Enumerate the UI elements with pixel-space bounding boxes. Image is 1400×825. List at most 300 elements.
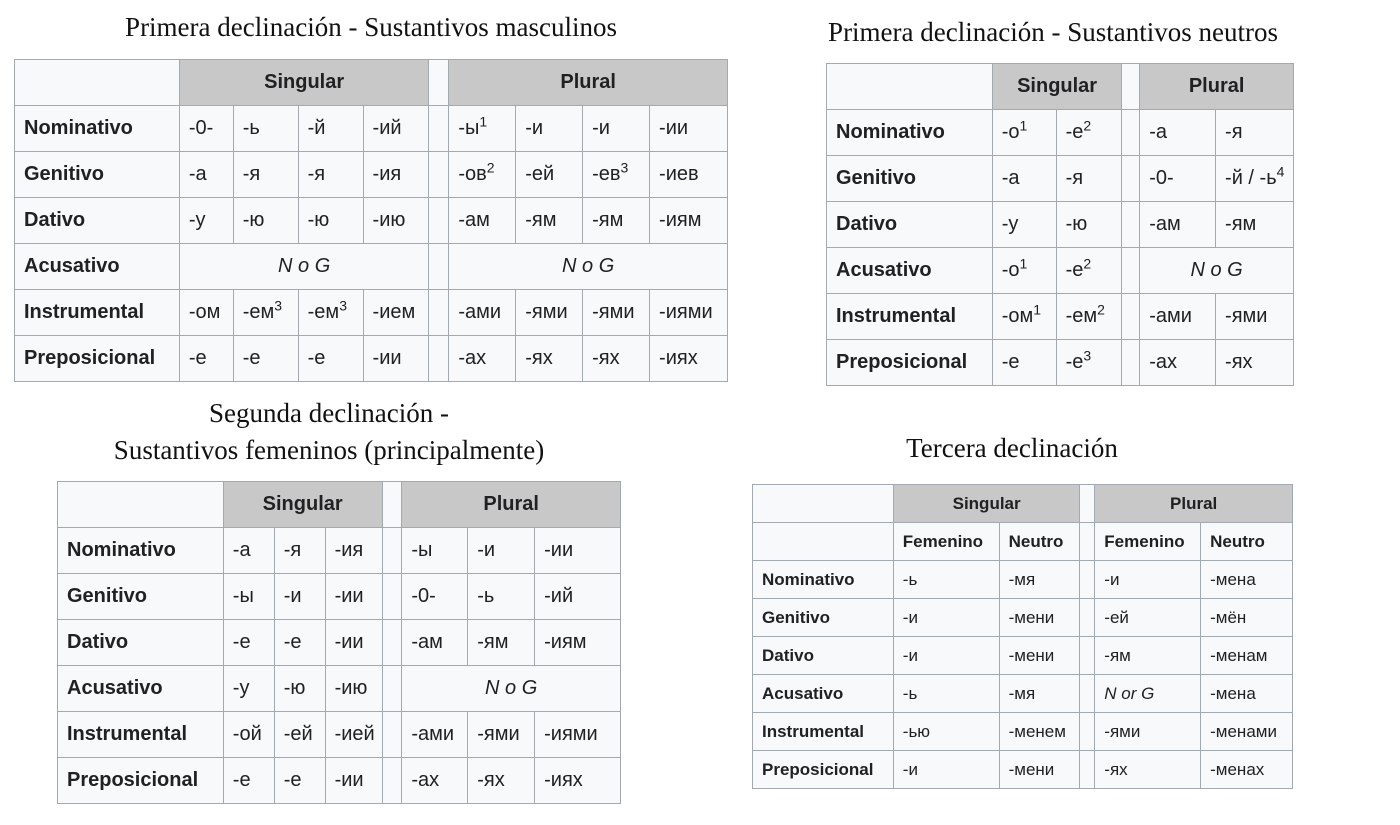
ending-cell <box>179 336 233 382</box>
case-label: Instrumental <box>58 712 224 758</box>
ending-text: -ах <box>411 769 440 791</box>
ending-text: -ях <box>477 769 505 791</box>
ending-cell <box>1216 156 1294 202</box>
column-separator <box>382 482 402 528</box>
ending-text: -й <box>307 117 326 139</box>
ending-text: -е <box>242 347 261 369</box>
ending-text: -о <box>1001 121 1020 143</box>
ending-text: -о <box>1001 259 1020 281</box>
ending-cell <box>583 106 650 152</box>
column-separator <box>429 60 449 106</box>
ending-cell <box>1140 202 1216 248</box>
footnote-marker: 2 <box>1083 255 1092 272</box>
case-label: Preposicional <box>827 340 993 386</box>
ending-cell <box>1201 637 1293 675</box>
ending-cell <box>274 712 325 758</box>
ending-text: -ы <box>411 539 433 561</box>
ending-text: -ия <box>372 163 402 185</box>
header-singular: Singular <box>893 485 1080 523</box>
ending-cell <box>363 290 429 336</box>
column-separator <box>382 758 402 804</box>
ending-cell <box>298 106 363 152</box>
column-separator <box>429 106 449 152</box>
ending-cell <box>650 290 728 336</box>
column-separator <box>1080 561 1095 599</box>
table-row <box>58 758 621 804</box>
ending-text: -менами <box>1210 721 1277 741</box>
ending-text: -ах <box>458 347 487 369</box>
table-title-segunda-line1: Segunda declinación - <box>209 398 449 428</box>
ending-cell <box>274 574 325 620</box>
ending-cell <box>468 528 535 574</box>
ending-cell <box>1056 156 1122 202</box>
ending-cell <box>325 666 382 712</box>
ending-cell <box>1216 202 1294 248</box>
ending-text: -ю <box>307 209 330 231</box>
ending-cell <box>999 751 1080 789</box>
ending-cell <box>1140 110 1216 156</box>
ending-text: -я <box>242 163 261 185</box>
case-label: Dativo <box>58 620 224 666</box>
ending-text: -менам <box>1210 645 1268 665</box>
column-separator <box>1080 637 1095 675</box>
ending-text: -мя <box>1008 569 1036 589</box>
header-singular: Singular <box>992 64 1122 110</box>
ending-text: -0- <box>411 585 436 607</box>
ending-text: -ь <box>902 683 918 703</box>
ending-text: -0- <box>1149 167 1174 189</box>
ending-cell <box>1095 599 1201 637</box>
ending-text: -ях <box>592 347 620 369</box>
ending-cell <box>1056 248 1122 294</box>
table-row <box>15 106 728 152</box>
ending-text: -и <box>902 645 918 665</box>
ending-text: -ям <box>525 209 557 231</box>
declension-table-segunda <box>57 481 621 804</box>
case-label: Preposicional <box>753 751 894 789</box>
ending-text: -ии <box>372 347 402 369</box>
ending-cell <box>449 106 516 152</box>
ending-cell <box>992 294 1056 340</box>
ending-text: -менем <box>1008 721 1066 741</box>
case-label: Nominativo <box>753 561 894 599</box>
ending-cell <box>893 675 999 713</box>
ending-cell <box>1095 637 1201 675</box>
table-row <box>15 152 728 198</box>
column-separator <box>429 336 449 382</box>
table-title-segunda-line2: Sustantivos femeninos (principalmente) <box>113 435 545 465</box>
subheader-neutro-plural: Neutro <box>1201 523 1293 561</box>
case-label: Genitivo <box>827 156 993 202</box>
ending-span-singular: N o G <box>179 244 429 290</box>
ending-text: -ях <box>1104 759 1128 779</box>
ending-text: -ям <box>477 631 509 653</box>
ending-cell <box>179 290 233 336</box>
header-plural: Plural <box>449 60 728 106</box>
ending-text: -мена <box>1210 683 1256 703</box>
ending-text: -иям <box>659 209 702 231</box>
column-separator <box>1122 294 1140 340</box>
table-row <box>58 528 621 574</box>
ending-text: -ев <box>592 163 621 185</box>
ending-cell <box>363 336 429 382</box>
ending-cell <box>274 620 325 666</box>
ending-span-plural: N o G <box>449 244 728 290</box>
column-separator <box>1080 675 1095 713</box>
ending-cell <box>1140 294 1216 340</box>
ending-text: -и <box>902 759 918 779</box>
ending-text: -ии <box>334 631 364 653</box>
ending-cell <box>992 340 1056 386</box>
ending-text: -ии <box>544 539 574 561</box>
ending-cell <box>999 637 1080 675</box>
ending-cell <box>1095 751 1201 789</box>
ending-cell <box>999 561 1080 599</box>
ending-text: -и <box>902 607 918 627</box>
table-row <box>753 561 1293 599</box>
declension-table-primera-masculinos <box>14 59 728 382</box>
ending-text: -ью <box>902 721 931 741</box>
ending-text: -ам <box>1149 213 1181 235</box>
ending-cell <box>298 336 363 382</box>
ending-text: -иях <box>544 769 583 791</box>
table-title-tercera: Tercera declinación <box>906 433 1118 463</box>
column-separator <box>1080 713 1095 751</box>
ending-cell <box>325 528 382 574</box>
footnote-marker: 3 <box>1083 347 1092 364</box>
table-row <box>753 599 1293 637</box>
ending-text: -ями <box>1225 305 1268 327</box>
ending-cell <box>325 620 382 666</box>
ending-cell <box>583 152 650 198</box>
footnote-marker: 1 <box>479 113 488 130</box>
ending-cell <box>223 758 274 804</box>
ending-text: -и <box>283 585 302 607</box>
ending-cell <box>233 106 298 152</box>
header-singular: Singular <box>179 60 429 106</box>
ending-text: -иями <box>544 723 598 745</box>
table-row <box>827 340 1294 386</box>
ending-cell <box>535 574 621 620</box>
footnote-marker: 3 <box>339 297 347 314</box>
case-label: Acusativo <box>827 248 993 294</box>
ending-text: -ем <box>307 301 340 323</box>
ending-text: -я <box>283 539 302 561</box>
declension-table-tercera <box>752 484 1293 789</box>
ending-text: -ю <box>242 209 265 231</box>
ending-text: -ом <box>1001 305 1034 327</box>
ending-text: -ам <box>411 631 443 653</box>
ending-cell <box>402 528 468 574</box>
ending-cell <box>650 106 728 152</box>
ending-cell <box>1056 202 1122 248</box>
subheader-corner <box>753 523 894 561</box>
footnote-marker: 4 <box>1276 163 1285 180</box>
ending-text: -ию <box>372 209 406 231</box>
ending-cell <box>535 712 621 758</box>
footnote-marker: 1 <box>1033 301 1042 318</box>
ending-text: -ием <box>372 301 416 323</box>
ending-text: -мён <box>1210 607 1247 627</box>
ending-cell <box>1201 561 1293 599</box>
ending-text: -ях <box>1225 351 1253 373</box>
ending-text: -а <box>188 163 207 185</box>
ending-text: -ь <box>477 585 495 607</box>
ending-text: -иев <box>659 163 699 185</box>
ending-cell <box>535 620 621 666</box>
table-title-primera-masculinos: Primera declinación - Sustantivos masculinos <box>125 12 617 42</box>
ending-text: -ей <box>525 163 555 185</box>
ending-cell <box>583 198 650 244</box>
case-label: Preposicional <box>15 336 180 382</box>
ending-text: -я <box>307 163 326 185</box>
ending-text: -ом <box>188 301 221 323</box>
ending-cell <box>402 620 468 666</box>
ending-cell <box>223 666 274 712</box>
ending-cell <box>468 712 535 758</box>
footnote-marker: 2 <box>486 159 495 176</box>
ending-text: -е <box>283 769 302 791</box>
footnote-marker: 2 <box>1097 301 1105 318</box>
ending-cell <box>363 152 429 198</box>
ending-cell <box>516 106 583 152</box>
case-label: Genitivo <box>15 152 180 198</box>
ending-text: -мени <box>1008 645 1055 665</box>
ending-text: -мя <box>1008 683 1036 703</box>
ending-text: -и <box>592 117 610 139</box>
ending-text: -и <box>525 117 544 139</box>
ending-text: -ия <box>334 539 364 561</box>
ending-text: -ий <box>372 117 402 139</box>
header-plural: Plural <box>1095 485 1293 523</box>
column-separator <box>1080 599 1095 637</box>
ending-text: -е <box>188 347 207 369</box>
declension-table-primera-neutros <box>826 63 1294 386</box>
ending-cell <box>325 758 382 804</box>
header-corner <box>15 60 180 106</box>
column-separator <box>1122 248 1140 294</box>
ending-cell <box>650 152 728 198</box>
ending-cell <box>1095 561 1201 599</box>
ending-text: -у <box>1001 213 1019 235</box>
ending-text: -ии <box>659 117 689 139</box>
ending-text: -ии <box>334 769 364 791</box>
ending-text: -ам <box>458 209 490 231</box>
case-label: Instrumental <box>15 290 180 336</box>
header-corner <box>753 485 894 523</box>
ending-cell <box>233 290 298 336</box>
ending-cell <box>1201 713 1293 751</box>
ending-text: -иях <box>659 347 698 369</box>
ending-text: -ию <box>334 677 368 699</box>
ending-cell <box>992 156 1056 202</box>
table-row <box>58 574 621 620</box>
ending-text: -у <box>188 209 206 231</box>
ending-cell <box>893 637 999 675</box>
ending-text: -ю <box>1065 213 1088 235</box>
ending-cell <box>363 106 429 152</box>
header-corner <box>827 64 993 110</box>
ending-text: -иями <box>659 301 713 323</box>
ending-cell <box>1056 340 1122 386</box>
column-separator <box>1122 156 1140 202</box>
case-label: Nominativo <box>58 528 224 574</box>
column-separator <box>1122 202 1140 248</box>
ending-text: -е <box>1065 351 1084 373</box>
header-plural: Plural <box>1140 64 1294 110</box>
case-label: Dativo <box>827 202 993 248</box>
ending-text: -мена <box>1210 569 1256 589</box>
table-row <box>753 713 1293 751</box>
ending-cell <box>402 758 468 804</box>
column-separator <box>1122 110 1140 156</box>
ending-cell <box>999 599 1080 637</box>
case-label: Acusativo <box>15 244 180 290</box>
subheader-femenino-singular: Femenino <box>893 523 999 561</box>
ending-cell <box>298 290 363 336</box>
table-row <box>753 637 1293 675</box>
table-row <box>15 336 728 382</box>
ending-text: -й / -ь <box>1225 167 1277 189</box>
table-row <box>15 244 728 290</box>
ending-cell <box>298 152 363 198</box>
ending-cell <box>893 713 999 751</box>
ending-cell <box>274 528 325 574</box>
ending-cell <box>179 198 233 244</box>
ending-text: -ами <box>458 301 502 323</box>
ending-text: -е <box>307 347 326 369</box>
table-row <box>827 156 1294 202</box>
table-row <box>15 290 728 336</box>
ending-cell <box>516 290 583 336</box>
header-singular: Singular <box>223 482 382 528</box>
case-label: Instrumental <box>753 713 894 751</box>
ending-text: -ь <box>242 117 260 139</box>
ending-text: -ей <box>1104 607 1129 627</box>
ending-span-plural: N o G <box>1140 248 1294 294</box>
table-row <box>58 666 621 712</box>
ending-text: -а <box>232 539 251 561</box>
table-row <box>58 620 621 666</box>
case-label: Preposicional <box>58 758 224 804</box>
column-separator <box>382 620 402 666</box>
ending-cell <box>179 106 233 152</box>
case-label: Nominativo <box>827 110 993 156</box>
ending-text: N or G <box>1104 683 1155 703</box>
ending-text: -ем <box>1065 305 1098 327</box>
table-row <box>15 198 728 244</box>
table-row <box>827 202 1294 248</box>
ending-cell <box>1056 110 1122 156</box>
ending-cell <box>1140 340 1216 386</box>
ending-cell <box>516 336 583 382</box>
table-row <box>827 294 1294 340</box>
ending-cell <box>468 574 535 620</box>
ending-text: -ями <box>1104 721 1141 741</box>
column-separator <box>1122 340 1140 386</box>
case-label: Acusativo <box>753 675 894 713</box>
ending-text: -ы <box>232 585 254 607</box>
ending-text: -ой <box>232 723 262 745</box>
ending-cell <box>1216 340 1294 386</box>
case-label: Dativo <box>15 198 180 244</box>
ending-cell <box>1201 751 1293 789</box>
ending-text: -е <box>1001 351 1020 373</box>
ending-text: -и <box>477 539 496 561</box>
ending-text: -мени <box>1008 759 1055 779</box>
ending-text: -ы <box>458 117 480 139</box>
ending-text: -ям <box>1104 645 1131 665</box>
ending-text: -иям <box>544 631 587 653</box>
ending-cell <box>274 758 325 804</box>
case-label: Genitivo <box>753 599 894 637</box>
ending-cell <box>893 561 999 599</box>
ending-text: -я <box>1065 167 1084 189</box>
footnote-marker: 1 <box>1019 117 1028 134</box>
column-separator <box>382 528 402 574</box>
ending-text: -ами <box>411 723 455 745</box>
footnote-marker: 1 <box>1019 255 1028 272</box>
ending-cell <box>402 712 468 758</box>
subheader-femenino-plural: Femenino <box>1095 523 1201 561</box>
table-row <box>753 675 1293 713</box>
ending-text: -а <box>1001 167 1020 189</box>
case-label: Instrumental <box>827 294 993 340</box>
ending-cell <box>893 751 999 789</box>
ending-text: -0- <box>188 117 214 139</box>
ending-cell <box>223 712 274 758</box>
ending-text: -ий <box>544 585 574 607</box>
ending-text: -ах <box>1149 351 1178 373</box>
ending-text: -ями <box>592 301 635 323</box>
ending-text: -е <box>1065 121 1084 143</box>
ending-cell <box>179 152 233 198</box>
ending-text: -е <box>283 631 302 653</box>
ending-text: -ям <box>592 209 624 231</box>
ending-cell <box>516 152 583 198</box>
ending-cell <box>449 336 516 382</box>
ending-cell <box>233 152 298 198</box>
ending-cell <box>223 574 274 620</box>
table-title-primera-neutros: Primera declinación - Sustantivos neutros <box>828 17 1278 47</box>
ending-cell <box>468 758 535 804</box>
ending-text: -менах <box>1210 759 1265 779</box>
ending-cell <box>999 675 1080 713</box>
ending-cell <box>999 713 1080 751</box>
ending-cell <box>233 198 298 244</box>
ending-cell <box>223 620 274 666</box>
ending-cell <box>992 248 1056 294</box>
footnote-marker: 3 <box>620 159 629 176</box>
column-separator <box>382 574 402 620</box>
ending-cell <box>583 336 650 382</box>
ending-text: -у <box>232 677 250 699</box>
column-separator <box>429 290 449 336</box>
ending-cell <box>363 198 429 244</box>
column-separator <box>429 198 449 244</box>
ending-cell <box>992 202 1056 248</box>
column-separator <box>382 666 402 712</box>
ending-text: -е <box>232 769 251 791</box>
ending-cell <box>1140 156 1216 202</box>
ending-cell <box>468 620 535 666</box>
ending-text: -ю <box>283 677 306 699</box>
column-separator <box>1122 64 1140 110</box>
ending-cell <box>325 574 382 620</box>
ending-text: -ами <box>1149 305 1192 327</box>
column-separator <box>1080 751 1095 789</box>
ending-text: -ям <box>1225 213 1257 235</box>
